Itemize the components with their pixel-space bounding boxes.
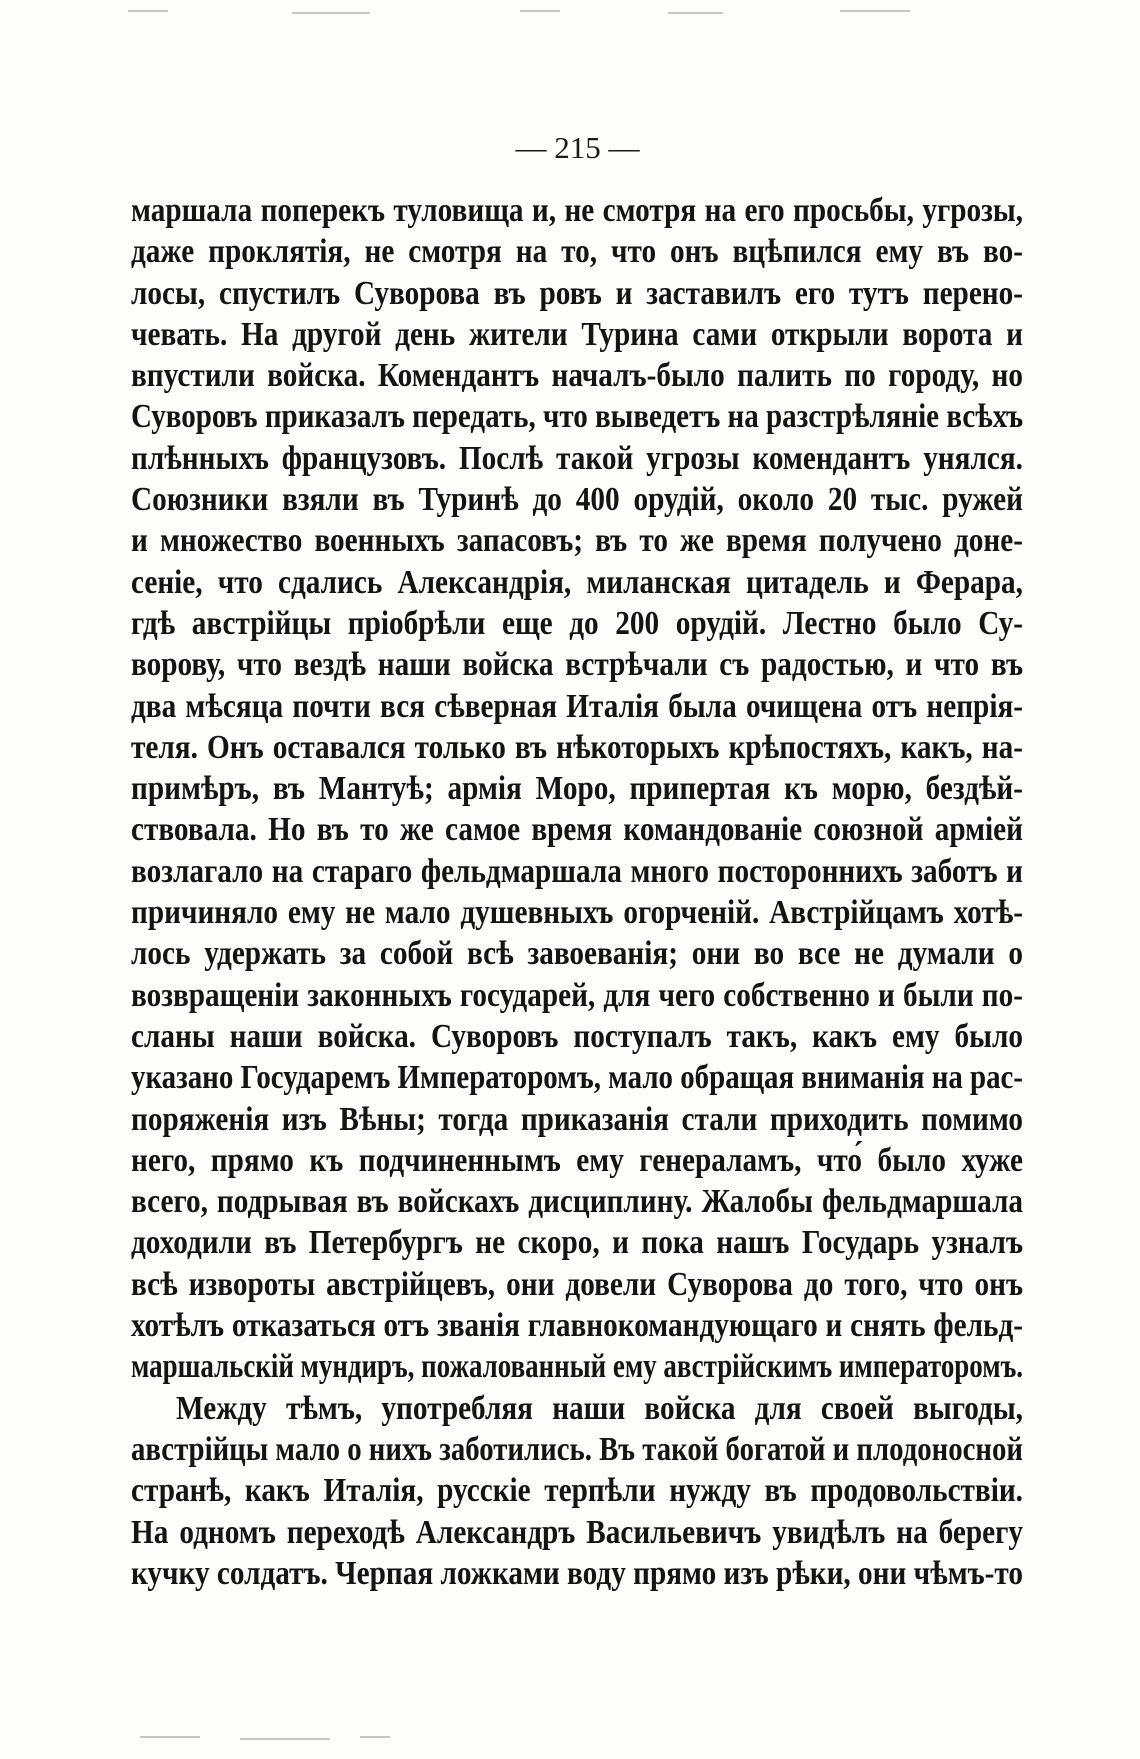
text-line [131,1099,1023,1140]
text-line [131,273,1023,314]
text-line [131,1140,1023,1181]
scan-edge-mark [840,10,910,12]
text-line-content: возлагало на стараго фельдмаршала много постороннихъ заботъ и [131,852,1024,890]
text-line-content: сланы наши войска. Суворовъ поступалъ такъ, какъ ему было [131,1017,1023,1055]
text-line-content: кучку солдатъ. Черпая ложками воду прямо изъ рѣки, они чѣмъ-то [131,1554,1023,1592]
page-number: — 215 — [515,130,640,165]
text-line [131,231,1023,272]
scan-edge-mark [668,12,723,14]
text-line-content: чевать. На другой день жители Турина сами открыли ворота и [131,315,1023,353]
text-line [131,975,1023,1016]
text-line-indented [176,1388,1023,1429]
text-line [131,479,1023,520]
text-line-content: маршальскій мундиръ, пожалованный ему австрійскимъ императоромъ. [131,1348,1023,1386]
text-line-content: него, прямо къ подчиненнымъ ему генераламъ, что́ было хуже [131,1141,1023,1179]
text-line [131,933,1023,974]
text-line [131,768,1023,809]
scan-edge-mark [292,12,370,14]
text-line-content: всѣ извороты австрійцевъ, они довели Суворова до того, что онъ [131,1265,1023,1303]
text-line [131,190,1023,231]
text-line [131,1016,1023,1057]
text-line [131,520,1023,561]
text-line-content: ворову, что вездѣ наши войска встрѣчали съ радостью, и что въ [131,646,1023,684]
scan-edge-mark [140,1736,200,1738]
text-line-content: ствовала. Но въ то же самое время командованіе союзной арміей [131,811,1024,849]
text-line [131,438,1023,479]
text-line-content: примѣръ, въ Мантуѣ; армія Моро, припертая къ морю, бездѣй- [131,770,1023,808]
text-line [131,1429,1023,1470]
text-line [131,809,1023,850]
text-line-content: два мѣсяца почти вся сѣверная Италія была очищена отъ непрія- [131,687,1024,725]
text-line [131,727,1023,768]
text-line [131,1512,1023,1553]
text-line-content: На одномъ переходѣ Александръ Васильевичъ увидѣлъ на берегу [131,1513,1024,1551]
text-line-content: указано Государемъ Императоромъ, мало обращая вниманія на рас- [131,1059,1023,1097]
text-line [131,1305,1023,1346]
text-line-content: даже проклятія, не смотря на то, что онъ вцѣпился ему въ во- [131,233,1023,271]
text-line-content: всего, подрывая въ войскахъ дисциплину. Жалобы фельдмаршала [131,1183,1023,1221]
text-line [131,644,1023,685]
text-line [131,1346,1023,1387]
text-line-content: лосы, спустилъ Суворова въ ровъ и заставилъ его тутъ перено- [131,274,1024,312]
text-line-content: причиняло ему не мало душевныхъ огорченій. Австрійцамъ хотѣ- [131,894,1024,932]
scan-edge-mark [360,1736,390,1738]
scan-edge-mark [240,1738,330,1740]
scan-edge-mark [128,10,168,12]
text-line [131,851,1023,892]
scan-edge-mark [520,10,560,12]
text-line-content: лось удержать за собой всѣ завоеванія; они во все не думали о [131,935,1024,973]
text-line-content: Между тѣмъ, употребляя наши войска для своей выгоды, [176,1389,1023,1427]
text-line-content: плѣнныхъ французовъ. Послѣ такой угрозы комендантъ унялся. [131,439,1023,477]
text-line-content: впустили войска. Комендантъ началъ-было палить по городу, но [131,357,1024,395]
text-line [131,1470,1023,1511]
text-line-content: поряженія изъ Вѣны; тогда приказанія стали приходить помимо [131,1100,1024,1138]
text-line [131,892,1023,933]
text-line-content: австрійцы мало о нихъ заботились. Въ такой богатой и плодоносной [131,1430,1023,1468]
text-line [131,1264,1023,1305]
text-line-content: Суворовъ приказалъ передать, что выведетъ на разстрѣляніе всѣхъ [131,398,1023,436]
text-line [131,355,1023,396]
text-line-content: сеніе, что сдались Александрія, миланская цитадель и Ферара, [131,563,1023,601]
text-line-content: странѣ, какъ Италія, русскіе терпѣли нужду въ продовольствіи. [131,1472,1023,1510]
text-line [131,314,1023,355]
text-line-content: и множество военныхъ запасовъ; въ то же время получено доне- [131,522,1023,560]
text-line [131,1181,1023,1222]
text-line [131,603,1023,644]
text-line-content: гдѣ австрійцы пріобрѣли еще до 200 орудій. Лестно было Су- [131,604,1023,642]
text-line-content: Союзники взяли въ Туринѣ до 400 орудій, около 20 тыс. ружей [131,481,1024,519]
body-text [131,190,1023,1594]
paragraph [131,1388,1023,1594]
text-line [131,686,1023,727]
text-line [131,562,1023,603]
paragraph [131,190,1023,1388]
text-line [131,396,1023,437]
text-line-content: хотѣлъ отказаться отъ званія главнокомандующаго и снять фельд- [131,1307,1023,1345]
text-line-content: доходили въ Петербургъ не скоро, и пока нашъ Государь узналъ [131,1224,1024,1262]
text-line [131,1222,1023,1263]
text-line-content: теля. Онъ оставался только въ нѣкоторыхъ крѣпостяхъ, какъ, на- [131,728,1024,766]
text-line-content: возвращеніи законныхъ государей, для чего собственно и были по- [131,976,1023,1014]
text-line [131,1057,1023,1098]
text-line [131,1553,1023,1594]
text-line-content: маршала поперекъ туловища и, не смотря на его просьбы, угрозы, [131,192,1023,229]
